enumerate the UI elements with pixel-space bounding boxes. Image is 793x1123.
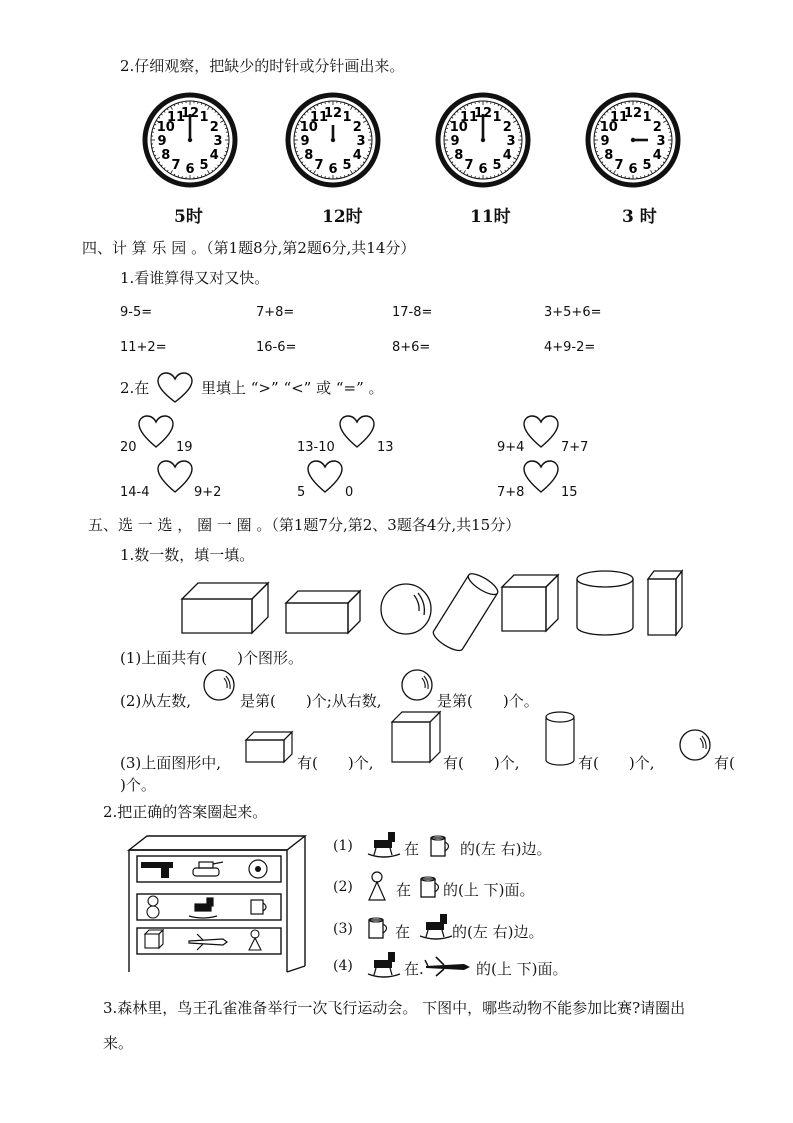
cup-icon (366, 914, 392, 942)
cylinder-icon (544, 710, 578, 768)
shapes-row (0, 565, 793, 665)
airplane-icon (424, 955, 472, 977)
shelf-illustration (125, 830, 315, 975)
calc-item: 7+8= (256, 305, 295, 320)
clock-numeral: 11 (609, 109, 629, 125)
clock-numeral: 9 (450, 134, 460, 149)
clock-numeral: 10 (156, 120, 175, 135)
clock-numeral: 5 (342, 158, 352, 174)
clock-numeral: 2 (209, 120, 219, 135)
doll-icon (249, 930, 261, 950)
forest-question-line1: 3.森林里，鸟王孔雀准备举行一次飞行运动会。 下图中，哪些动物不能参加比赛?请圈出 (103, 999, 686, 1017)
position-end: 的(上 下)面。 (476, 960, 568, 978)
clock-face (588, 95, 678, 185)
position-num: (1) (333, 838, 353, 854)
clock-numeral: 1 (342, 109, 352, 125)
clock-numeral: 2 (352, 120, 362, 135)
cup-icon (251, 900, 266, 914)
calc-item: 3+5+6= (544, 305, 602, 320)
clock-numeral: 11 (459, 109, 479, 125)
clock-numeral: 2 (652, 120, 662, 135)
tank-icon (193, 862, 223, 876)
shapes-line1: (1)上面共有( )个图形。 (120, 649, 303, 667)
section5-title: 五、选 一 选 ， 圈 一 圈 。（第1题7分,第2、3题各4分,共15分） (88, 516, 521, 534)
heart-icon (307, 460, 343, 494)
clock-numeral: 3 (506, 134, 516, 149)
clock-numeral: 1 (492, 109, 502, 125)
cylinder-shape (577, 571, 633, 635)
calc-instruction: 1.看谁算得又对又快。 (120, 269, 270, 287)
shapes-line2a: (2)从左数, (120, 692, 192, 710)
compare-prefix: 2.在 (120, 379, 150, 397)
clock-row (0, 90, 793, 290)
airplane-icon (189, 934, 227, 950)
section4-title: 四、计 算 乐 园 。（第1题8分,第2题6分,共14分） (82, 239, 416, 257)
rocking-horse-icon (364, 948, 404, 978)
position-end: 的(左 右)边。 (460, 840, 552, 858)
clock-instruction: 2.仔细观察，把缺少的时针或分针画出来。 (120, 57, 405, 75)
heart-icon (138, 415, 174, 449)
position-end: 的(左 右)边。 (452, 923, 544, 941)
compare-left: 7+8 (497, 485, 525, 500)
calc-item: 9-5= (120, 305, 153, 320)
compare-right: 7+7 (561, 440, 589, 455)
clock-numeral: 6 (185, 162, 195, 177)
sphere-shape (381, 584, 431, 634)
heart-icon (157, 372, 193, 404)
shapes-instruction: 1.数一数，填一填。 (120, 546, 255, 564)
position-mid: 在. (404, 960, 424, 978)
cylinder-shape (430, 570, 500, 654)
clock-numeral: 1 (642, 109, 652, 125)
clock-numeral: 11 (309, 109, 329, 125)
clock-numeral: 11 (166, 109, 186, 125)
calc-item: 11+2= (120, 340, 167, 355)
rocking-horse-icon (364, 828, 404, 858)
compare-right: 9+2 (194, 485, 222, 500)
position-instruction: 2.把正确的答案圈起来。 (103, 803, 268, 821)
forest-question-line2: 来。 (103, 1034, 134, 1052)
clock-numeral: 12 (473, 106, 493, 121)
shapes-line3f: )个。 (120, 776, 156, 794)
compare-suffix: 里填上 “>” “<” 或 “=” 。 (201, 379, 384, 397)
cup-icon (418, 873, 444, 901)
clock-numeral: 8 (161, 148, 171, 163)
heart-icon (523, 415, 559, 449)
clock-numeral: 1 (199, 109, 209, 125)
position-num: (4) (333, 958, 353, 974)
sphere-icon (678, 728, 712, 762)
compare-right: 15 (561, 485, 578, 500)
clock-numeral: 6 (628, 162, 638, 177)
shapes-line3a: (3)上面图形中, (120, 754, 222, 772)
calc-item: 16-6= (256, 340, 297, 355)
compare-right: 13 (377, 440, 394, 455)
rocking-horse-icon (189, 898, 217, 918)
cube-icon (390, 710, 442, 766)
doll-icon (364, 870, 390, 902)
clock-numeral: 8 (454, 148, 464, 163)
clock-numeral: 6 (478, 162, 488, 177)
compare-right: 19 (176, 440, 193, 455)
position-mid: 在 (396, 881, 412, 899)
heart-icon (157, 460, 193, 494)
calc-item: 4+9-2= (544, 340, 596, 355)
clock-numeral: 6 (328, 162, 338, 177)
clock-numeral: 5 (492, 158, 502, 174)
clock-numeral: 9 (300, 134, 310, 149)
clock-numeral: 7 (464, 158, 474, 174)
shapes-line3c: 有( )个, (443, 754, 520, 772)
position-num: (2) (333, 879, 353, 895)
clock-face (288, 95, 378, 185)
cuboid-shape (648, 571, 682, 635)
clock-label-4: 3 时 (622, 207, 657, 227)
clock-numeral: 9 (600, 134, 610, 149)
shapes-line2b: 是第( )个;从右数, (240, 692, 382, 710)
clock-face (145, 95, 235, 185)
ball-icon (249, 860, 267, 878)
cuboid-shape (182, 583, 268, 633)
clock-numeral: 9 (157, 134, 167, 149)
clock-label-3: 11时 (470, 207, 511, 227)
cuboid-shape (286, 591, 360, 633)
clock-numeral: 4 (652, 148, 662, 163)
compare-left: 9+4 (497, 440, 525, 455)
clock-numeral: 8 (604, 148, 614, 163)
gun-icon (141, 862, 173, 878)
calc-item: 8+6= (392, 340, 431, 355)
clock-numeral: 5 (642, 158, 652, 174)
clock-numeral: 2 (502, 120, 512, 135)
clock-numeral: 12 (323, 106, 343, 121)
clock-numeral: 7 (614, 158, 624, 174)
shapes-line3b: 有( )个, (297, 754, 374, 772)
clock-label-2: 12时 (322, 207, 363, 227)
clock-numeral: 8 (304, 148, 314, 163)
sphere-icon (400, 668, 434, 702)
cube-shape (502, 575, 558, 631)
clock-numeral: 10 (299, 120, 318, 135)
clock-numeral: 3 (356, 134, 366, 149)
position-num: (3) (333, 921, 353, 937)
clock-numeral: 7 (171, 158, 181, 174)
clock-numeral: 7 (314, 158, 324, 174)
rocking-horse-icon (416, 910, 456, 940)
calc-item: 17-8= (392, 305, 433, 320)
clock-numeral: 3 (213, 134, 223, 149)
shapes-line3e: 有( (714, 754, 735, 772)
clock-numeral: 4 (352, 148, 362, 163)
position-mid: 在 (395, 923, 411, 941)
clock-numeral: 10 (449, 120, 468, 135)
clock-label-1: 5时 (174, 207, 203, 227)
compare-left: 13-10 (297, 440, 335, 455)
compare-left: 5 (297, 485, 306, 500)
clock-numeral: 4 (209, 148, 219, 163)
heart-icon (523, 460, 559, 494)
clock-numeral: 5 (199, 158, 209, 174)
compare-left: 20 (120, 440, 137, 455)
cup-icon (428, 832, 454, 860)
clock-face (438, 95, 528, 185)
clock-numeral: 12 (623, 106, 643, 121)
shapes-line2c: 是第( )个。 (437, 692, 539, 710)
block-toy-icon (145, 930, 163, 948)
heart-icon (339, 415, 375, 449)
bear-icon (147, 896, 159, 918)
clock-numeral: 10 (599, 120, 618, 135)
compare-right: 0 (345, 485, 354, 500)
sphere-icon (202, 668, 236, 702)
compare-left: 14-4 (120, 485, 150, 500)
clock-numeral: 12 (180, 106, 200, 121)
position-mid: 在 (404, 840, 420, 858)
cuboid-icon (244, 728, 296, 764)
clock-numeral: 3 (656, 134, 666, 149)
shapes-line3d: 有( )个, (578, 754, 655, 772)
clock-numeral: 4 (502, 148, 512, 163)
position-end: 的(上 下)面。 (443, 881, 535, 899)
